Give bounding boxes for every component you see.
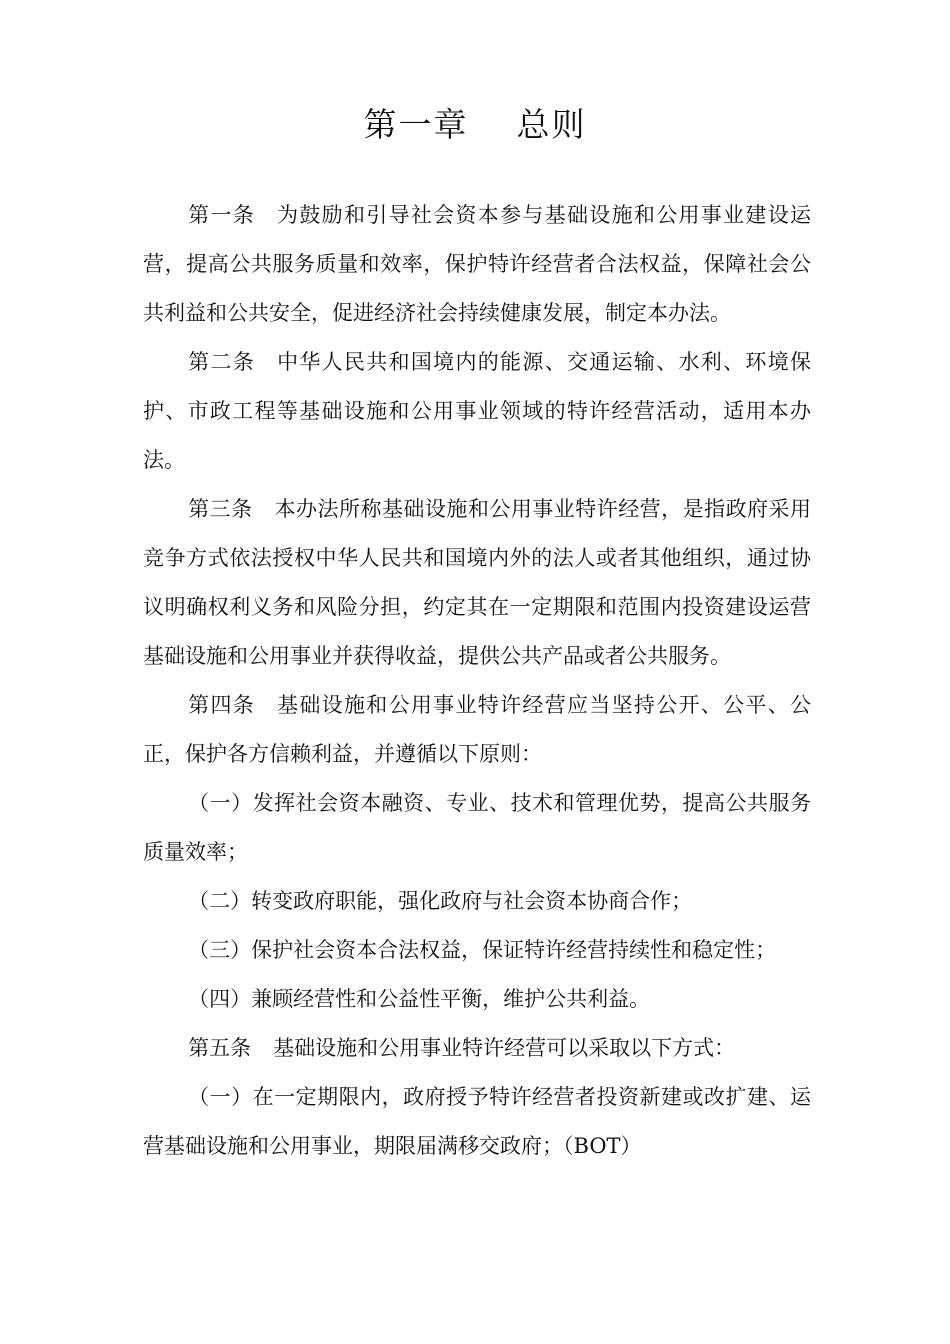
list-item-paragraph [143, 779, 811, 877]
article-2-paragraph [143, 338, 811, 485]
article-label: 第三条 [188, 497, 253, 521]
list-item-text: （二）转变政府职能，强化政府与社会资本协商合作； [188, 889, 693, 913]
list-item-text: （四）兼顾经营性和公益性平衡，维护公共利益。 [188, 987, 651, 1011]
chapter-title [0, 100, 950, 150]
list-item-text: （一）在一定期限内，政府授予特许经营者投资新建或改扩建、运营基础设施和公用事业，期限届满移交政府；（BOT） [143, 1085, 811, 1158]
article-text: 基础设施和公用事业特许经营可以采取以下方式： [273, 1036, 736, 1060]
list-item-text: （一）发挥社会资本融资、专业、技术和管理优势，提高公共服务质量效率； [143, 791, 811, 864]
chapter-name: 总则 [516, 105, 587, 144]
article-text: 本办法所称基础设施和公用事业特许经营，是指政府采用竞争方式依法授权中华人民共和国境内外的法人或者其他组织，通过协议明确权利义务和风险分担，约定其在一定期限和范围内投资建设运营基础设施和公用事业并获得收益，提供公共产品或者公共服务。 [143, 497, 812, 668]
list-item-text: （三）保护社会资本合法权益，保证特许经营持续性和稳定性； [188, 938, 777, 962]
article-label: 第五条 [188, 1036, 252, 1060]
article-4-paragraph [143, 681, 811, 779]
article-text: 中华人民共和国境内的能源、交通运输、水利、环境保护、市政工程等基础设施和公用事业领域的特许经营活动，适用本办法。 [143, 350, 812, 472]
article-3-paragraph [143, 485, 811, 681]
list-item-paragraph [143, 1073, 811, 1171]
document-body [143, 191, 811, 1171]
article-label: 第二条 [188, 350, 256, 374]
article-label: 第一条 [188, 203, 256, 227]
article-text: 基础设施和公用事业特许经营应当坚持公开、公平、公正，保护各方信赖利益，并遵循以下原则： [143, 693, 812, 766]
article-1-paragraph [143, 191, 811, 338]
list-item-paragraph [143, 975, 811, 1024]
article-text: 为鼓励和引导社会资本参与基础设施和公用事业建设运营，提高公共服务质量和效率，保护特许经营者合法权益，保障社会公共利益和公共安全，促进经济社会持续健康发展，制定本办法。 [143, 203, 812, 325]
list-item-paragraph [143, 926, 811, 975]
chapter-number: 第一章 [363, 105, 469, 144]
article-5-paragraph [143, 1024, 811, 1073]
list-item-paragraph [143, 877, 811, 926]
article-label: 第四条 [188, 693, 256, 717]
